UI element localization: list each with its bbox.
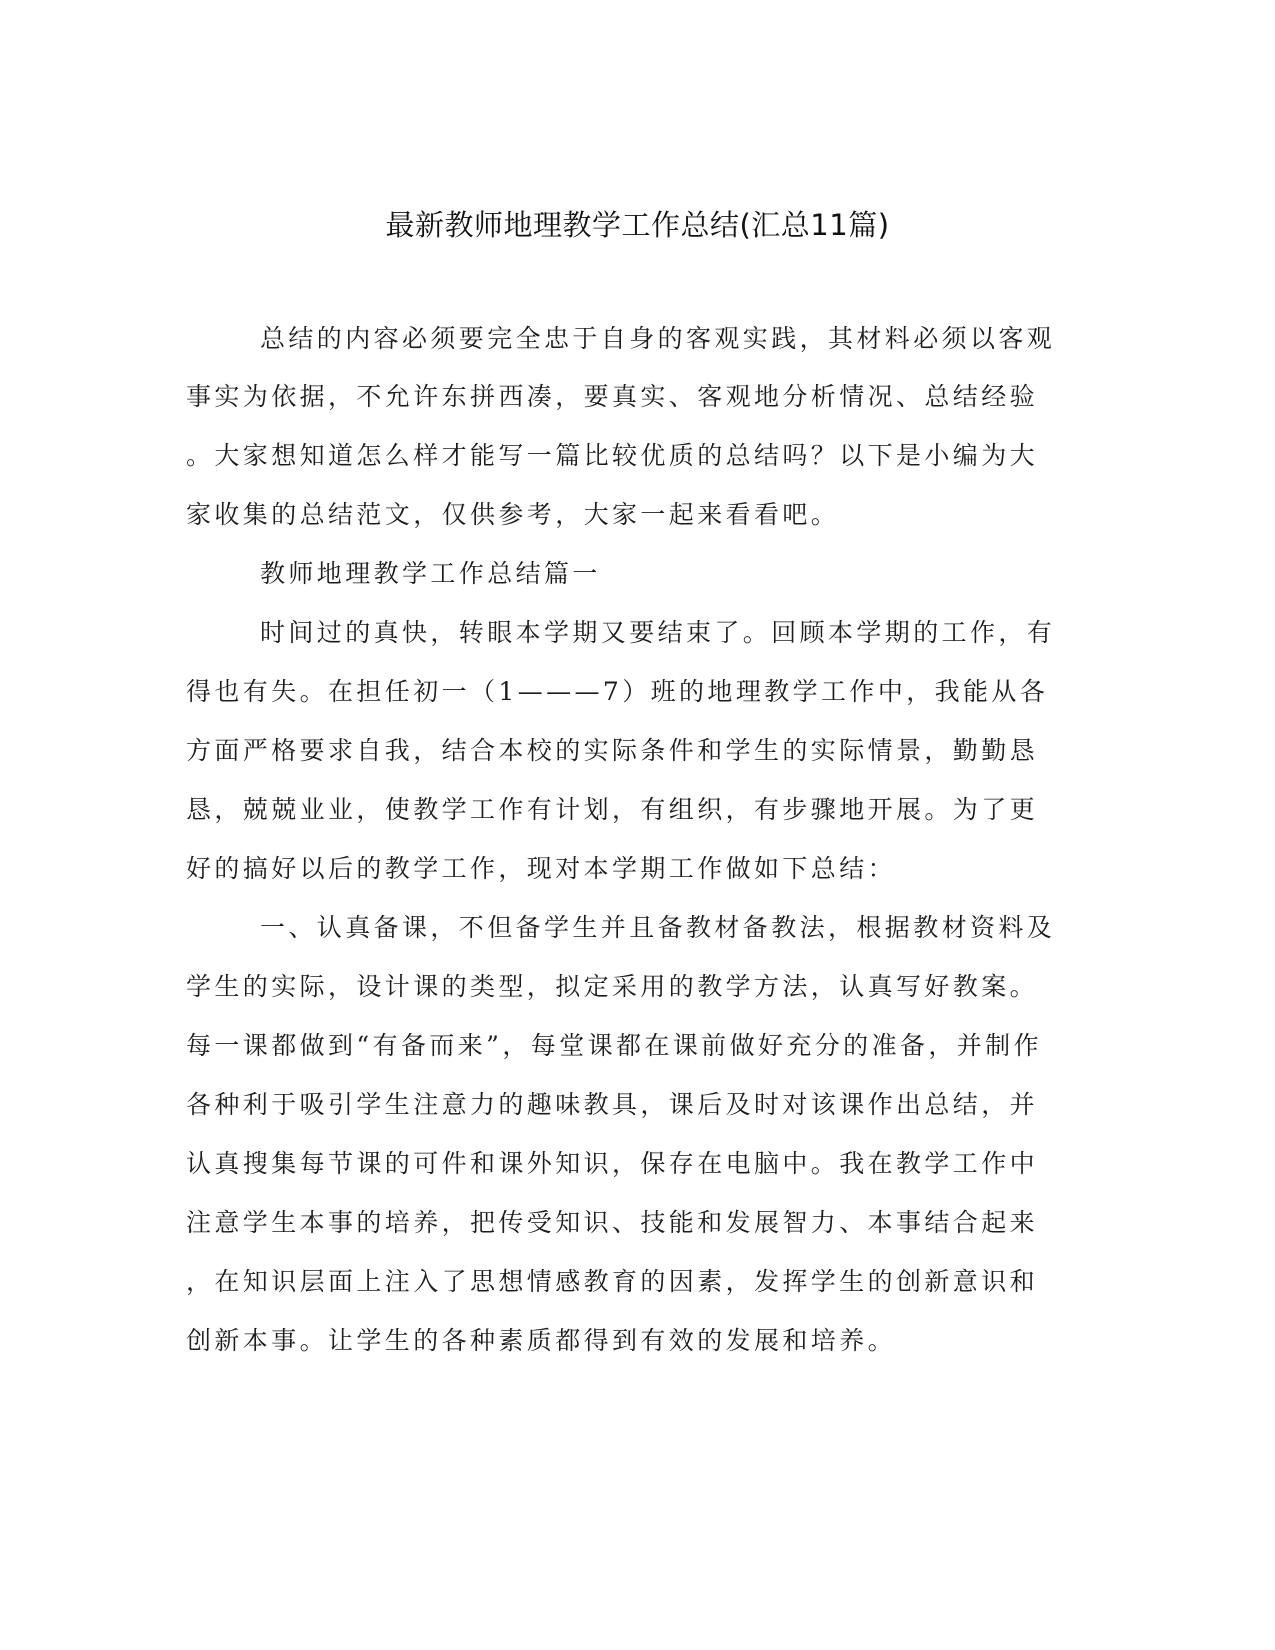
paragraph-line: 每一课都做到“有备而来”，每堂课都在课前做好充分的准备，并制作 [186, 1031, 1042, 1060]
paragraph-line: 方面严格要求自我，结合本校的实际条件和学生的实际情景，勤勤恳 [186, 736, 1039, 765]
paragraph-line: 学生的实际，设计课的类型，拟定采用的教学方法，认真写好教案。 [186, 972, 1039, 1001]
paragraph-line: 各种利于吸引学生注意力的趣味教具，课后及时对该课作出总结，并 [186, 1090, 1039, 1119]
paragraph-line: 好的搞好以后的教学工作，现对本学期工作做如下总结： [186, 854, 897, 883]
paragraph-line: ，在知识层面上注入了思想情感教育的因素，发挥学生的创新意识和 [186, 1267, 1039, 1296]
paragraph-line: 家收集的总结范文，仅供参考，大家一起来看看吧。 [186, 500, 840, 529]
section-heading: 教师地理教学工作总结篇一 [260, 559, 601, 588]
paragraph-line: 一、认真备课，不但备学生并且备教材备教法，根据教材资料及 [260, 913, 1056, 942]
paragraph-line: 时间过的真快，转眼本学期又要结束了。回顾本学期的工作，有 [260, 618, 1056, 647]
document-title: 最新教师地理教学工作总结(汇总11篇) [385, 208, 890, 242]
paragraph-line: 创新本事。让学生的各种素质都得到有效的发展和培养。 [186, 1326, 897, 1355]
paragraph-line: 得也有失。在担任初一（1———7）班的地理教学工作中，我能从各 [186, 677, 1049, 706]
paragraph-line: 认真搜集每节课的可件和课外知识，保存在电脑中。我在教学工作中 [186, 1149, 1039, 1178]
paragraph-line: 。大家想知道怎么样才能写一篇比较优质的总结吗？以下是小编为大 [186, 441, 1039, 470]
paragraph-line: 恳，兢兢业业，使教学工作有计划，有组织，有步骤地开展。为了更 [186, 795, 1039, 824]
paragraph-line: 事实为依据，不允许东拼西凑，要真实、客观地分析情况、总结经验 [186, 382, 1039, 411]
paragraph-line: 注意学生本事的培养，把传受知识、技能和发展智力、本事结合起来 [186, 1208, 1039, 1237]
paragraph-line: 总结的内容必须要完全忠于自身的客观实践，其材料必须以客观 [260, 324, 1056, 353]
